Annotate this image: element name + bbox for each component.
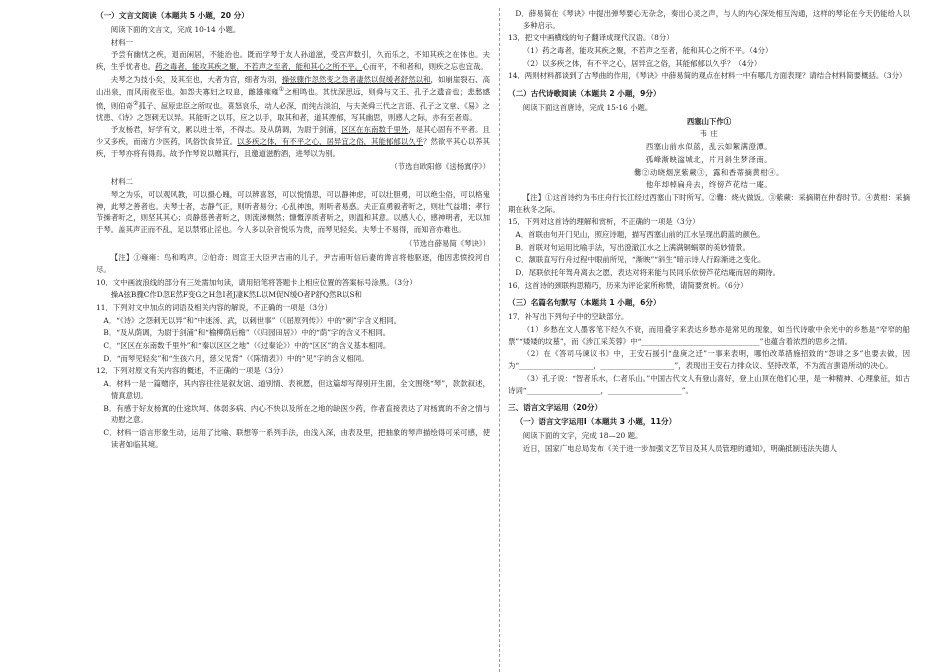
text-run: （1）乡愁在文人墨客笔下经久不衰，而用叠字来表达乡愁亦是常见的现象，如当代诗歌中余光中的乡愁是“窄窄的船票”“矮矮的坟墓”，而《涉江采芙蓉》中“: [508, 325, 910, 346]
text-run: （2）在《答司马谏议书》中，王安石援引“盘庚之迁”一事来表明，哪怕改革措施招致的“怨诽之多”也要去做，因为“: [508, 349, 910, 371]
question-16: 16．这首诗的颈联构思精巧，历来为评论家所称赞，请简要赏析。（6分）: [508, 280, 748, 290]
poem-line-4: 他年却棹扁舟去，终傍芦花结一庵。: [645, 180, 773, 190]
question-10: 10．文中画波浪线的部分有三处需加句读，请用铅笔将答题卡上相应位置的答案标号涂黑。（3分）: [96, 277, 417, 287]
material-one-paragraph-2: 夫琴之为技小矣，及其至也，大者为宫，细者为羽，操弦骤作忽然变之急者凄然以促缓者舒然以和，如崩崖裂石、高山出泉，而风雨夜至也。如怨夫寡妇之叹息，雌雄雍雍①之相鸣也。其忧深思远，则舜与文王、孔子之遗音也；悲愁感愤，则伯奇②孤子、屈原忠臣之所叹也。喜怒哀乐，动人必深，而纯古淡泊，与夫尧舜三代之言语、孔子之文章、《易》之忧患、《诗》之怨刺无以异。其能听之以耳，应之以手，取其和者，道其湮郁，写其幽思，则感人之际，亦有至者焉。: [96, 74, 490, 122]
question-17-part-3: [508, 373, 910, 396]
wavy-underlined-sentence: 操弦骤作忽然变之急者凄然以促缓者舒然以和: [281, 74, 431, 84]
answer-blank[interactable]: ____________________，____________________: [519, 361, 675, 371]
section-poetry-intro: 阅读下面这首唐诗，完成 15-16 小题。: [522, 103, 653, 113]
question-17: 17．补写出下列句子中的空缺部分。: [508, 312, 629, 322]
text-run: 孤子、屈原忠臣之所叹也。喜怒哀乐，动人必深，而纯古淡泊，与夫尧舜三代之言语、孔子之文章、《易》之忧患、《诗》之怨刺无以异。其能听之以耳，应之以手，取其和者，道其湮郁，写其幽思，则感人之际，亦有至者焉。: [96, 101, 490, 122]
part-three-intro: 阅读下面的文字，完成 18—20 题。: [522, 431, 643, 441]
text-run: ，如崩崖裂石、高山出泉，而风雨夜至也。如怨夫寡妇之叹息，雌雄雍雍: [96, 74, 490, 97]
question-12-option-c: C．材料一语言形象生动，运用了比喻、联想等一系列手法，由浅入深，由表及里，把抽象的琴声描绘得可采可感，使读者如临其境。: [103, 427, 490, 449]
part-three-paragraph: 近日，国家广电总局发布《关于进一步加强文艺节目及其人员管理的通知》，明确抵制违法失德人: [522, 443, 837, 453]
underlined-sentence-1: 药之毒者，能攻其疾之聚，不若声之至者，能和其心之所不平。: [155, 62, 363, 72]
column-divider: [499, 8, 500, 672]
question-15-option-b: B．首联对句运用比喻手法，写出澄澈江水之上满满铜蜗翠的美妙情景。: [515, 242, 750, 252]
part-three-title: 三、语言文字运用（20分）: [508, 403, 603, 413]
material-one-label: 材料一: [110, 37, 133, 47]
question-11-option-a: A．“《诗》之怨刺无以异”和“中迷汤、武，以刺世事”（《屈原列传》）中的“刺”字含义相同。: [103, 315, 402, 325]
left-column: [96, 8, 490, 451]
question-15-option-c: C．颔联直写行舟过程中眼前所见，“渐映”“斜生”暗示诗人行踪渐进之变化。: [515, 255, 766, 265]
poem-line-3: 爨②动晓烟烹紫蕨③，露和香蒂摘黄柑④。: [634, 167, 784, 177]
question-13: 13．把文中画横线的句子翻译成现代汉语。（8分）: [508, 33, 674, 43]
question-11-option-b: B．“及从荫调，为尉于剑浦”和“榆柳荫后檐”（《归园田居》）中的“荫”字的含义不相同。: [103, 328, 391, 338]
material-one-paragraph-3: [96, 124, 490, 159]
section-recitation-title: （三）名篇名句默写（本题共 1 小题，6分）: [508, 298, 661, 308]
answer-blank[interactable]: ____________________，____________________: [526, 385, 682, 395]
poem-line-1: 西塞山前水似蓝，乱云如絮满澄潭。: [645, 142, 773, 152]
poem-line-2: 孤峰渐映湓城北，片月斜生梦泽南。: [645, 154, 773, 164]
question-11-option-c: C．“区区在东南数千里外”和“秦以区区之地”（《过秦论》）中的“区区”的含义基本相同。: [103, 341, 391, 351]
poem-note: 【注】①这首诗约为韦庄舟行长江经过西塞山下时所写。②爨：烧火做饭。③紫蕨：采摘期在仲春时节。④黄柑：采摘期在秋冬之际。: [508, 192, 910, 214]
section-poetry-title: （二）古代诗歌阅读（本题共 2 小题，9分）: [508, 89, 661, 99]
question-17-part-1: [508, 324, 910, 347]
text-run: ”也蕴含着浓烈的思乡之情。: [759, 336, 853, 346]
material-one-source: （节选自欧阳修《送杨寘序》）: [390, 162, 490, 172]
right-column: [508, 8, 910, 456]
text-run: ”，表现出王安石力排众议、坚持改革，不为流言蜚语所动的决心。: [674, 361, 893, 371]
dotted-phrase: 区区在东南数千里外: [341, 125, 409, 135]
text-run: 予尝有幽忧之疾，退而闲居，不能治也。既而学琴于友人孙道滋，受宫声数引，久而乐之，不知其疾之在体也。夫疾，生乎忧者也。: [96, 50, 490, 72]
question-12-option-a: A．材料一是一篇赠序，其内容往往是叙友谊、道别情、表祝愿，但这篇却写得别开生面，全文围绕“琴”，款款叙述，情真意切。: [103, 379, 490, 400]
question-12-option-b: B．有感于好友杨寘的仕途坎坷、体弱多病、内心不快以及所在之地的缺医少药，作者直接表达了对杨寘的不舍之情与劝慰之意。: [103, 403, 490, 425]
annotation-note: 【注】①雍雍：鸟和鸣声。②伯奇：周宣王大臣尹吉甫的儿子，尹吉甫听信后妻的谗言将他驱逐，他因悲愤投河自尽。: [96, 253, 490, 274]
text-run: ，是其心固有不平者。且少又多疾，而南方少医药，风俗饮食异宜。: [96, 125, 490, 147]
text-run: 心而平，不和者和，则疾之忘也宜哉。: [362, 62, 488, 72]
text-run: 之相鸣也。其忧深思远，则舜与文王、孔子之遗音也；悲愁感愤，则伯奇: [96, 87, 490, 111]
question-12: 12．下列对原文有关内容的概述，不正确的一项是（3分）: [96, 366, 288, 376]
question-12-option-d: D．薛易简在《琴诀》中提出弹琴要心无杂念，奏出心灵之声，与人的内心深处相互沟通，这样的琴论在今天仍能给人以多种启示。: [515, 9, 910, 30]
poem-author: 韦 庄: [699, 129, 719, 139]
section-classical-title: （一）文言文阅读（本题共 5 小题，20 分）: [96, 11, 249, 20]
section-classical-intro: 阅读下面的文言文，完成 10-14 小题。: [110, 24, 241, 34]
underlined-sentence-2: 以多疾之体，有不平之心，居异宜之俗，其能郁郁以久乎: [237, 137, 424, 147]
answer-blank[interactable]: ________________________________: [641, 336, 760, 346]
material-two-source: （节选自薛易简《琴诀》）: [405, 238, 490, 248]
question-11-option-d: D．“而琴见轻矣”和“生孩六月，慈父见背”（《陈情表》）中的“见”字的含义相同。: [103, 353, 369, 363]
question-15-option-a: A．首联由句开门见山，照应诗题，描写西塞山前的江水呈现出蔚蓝的颜色。: [515, 229, 765, 239]
question-13-part-2: （2）以多疾之体，有不平之心，居异宜之俗，其能郁郁以久乎？（4分）: [522, 58, 762, 68]
question-13-part-1: （1）药之毒者，能攻其疾之聚，不若声之至者，能和其心之所不平。（4分）: [522, 46, 773, 56]
question-15: 15．下列对这首诗的理解和赏析，不正确的一项是（3分）: [508, 217, 700, 227]
text-run: 夫琴之为技小矣，及其至也，大者为宫，细者为羽，: [110, 74, 282, 84]
question-14: 14．两则材料都谈到了古琴曲的作用，《琴诀》中薛易简的观点在材料一中有哪几方面表现？请结合材料简要概括。（3分）: [508, 71, 907, 81]
question-15-option-d: D．尾联依托年驾舟离去之愿，表达对将来能与民同乐依傍芦花结庵而居的期待。: [515, 268, 781, 278]
text-run: 予友杨君，好学有文，累以进士举，不得志。及从荫调，为尉于剑浦，: [110, 125, 342, 135]
question-10-options: 操A弦B骤C作D忽E然F变G之H急I者J凄K然L以M促N缓O者P舒Q然R以S和: [110, 290, 362, 300]
question-11: 11．下列对文中加点的词语及相关内容的解说，不正确的一项是（3分）: [96, 303, 332, 313]
text-run: ”。: [681, 385, 693, 395]
material-one-paragraph-1: [96, 49, 490, 72]
part-three-subtitle: （一）语言文字运用Ⅰ（本题共 3 小题，11分）: [515, 417, 677, 427]
poem-title: 西塞山下作①: [686, 116, 732, 126]
material-two-label: 材料二: [110, 177, 133, 187]
material-two-paragraph: 琴之为乐，可以观风教，可以摄心魄，可以辨喜怒，可以悦情思，可以静神虑，可以壮胆勇，可以绝尘俗，可以格鬼神，此琴之善者也。夫琴士者，志静气正，则听者易分；心乱神浊，则听者易惑。夫正直勇毅者听之，则壮气益增；孝行节操者听之，则坚其其心；贞静慈善者听之，则流涕恻然；慷慨淳质者听之，则温和其意。以感人心，感神明者，无以加于琴。盖其声正而不乱，足以禁邪止淫也。今人多以杂音悦乐为贵，而琴见轻矣。夫琴士不易得，而知音亦难也。: [96, 189, 490, 234]
text-run: ？然欲平其心以养其疾，于琴亦将有得焉。故予作琴说以赠其行，且邀道滋酌酒，进琴以为别。: [96, 137, 490, 158]
text-run: （3）孔子说：“智者乐水，仁者乐山。”中国古代文人有登山喜好，登上山顶在他们心里，是一种精神、心理象征，如古诗词“: [508, 373, 910, 395]
question-17-part-2: [508, 348, 910, 371]
